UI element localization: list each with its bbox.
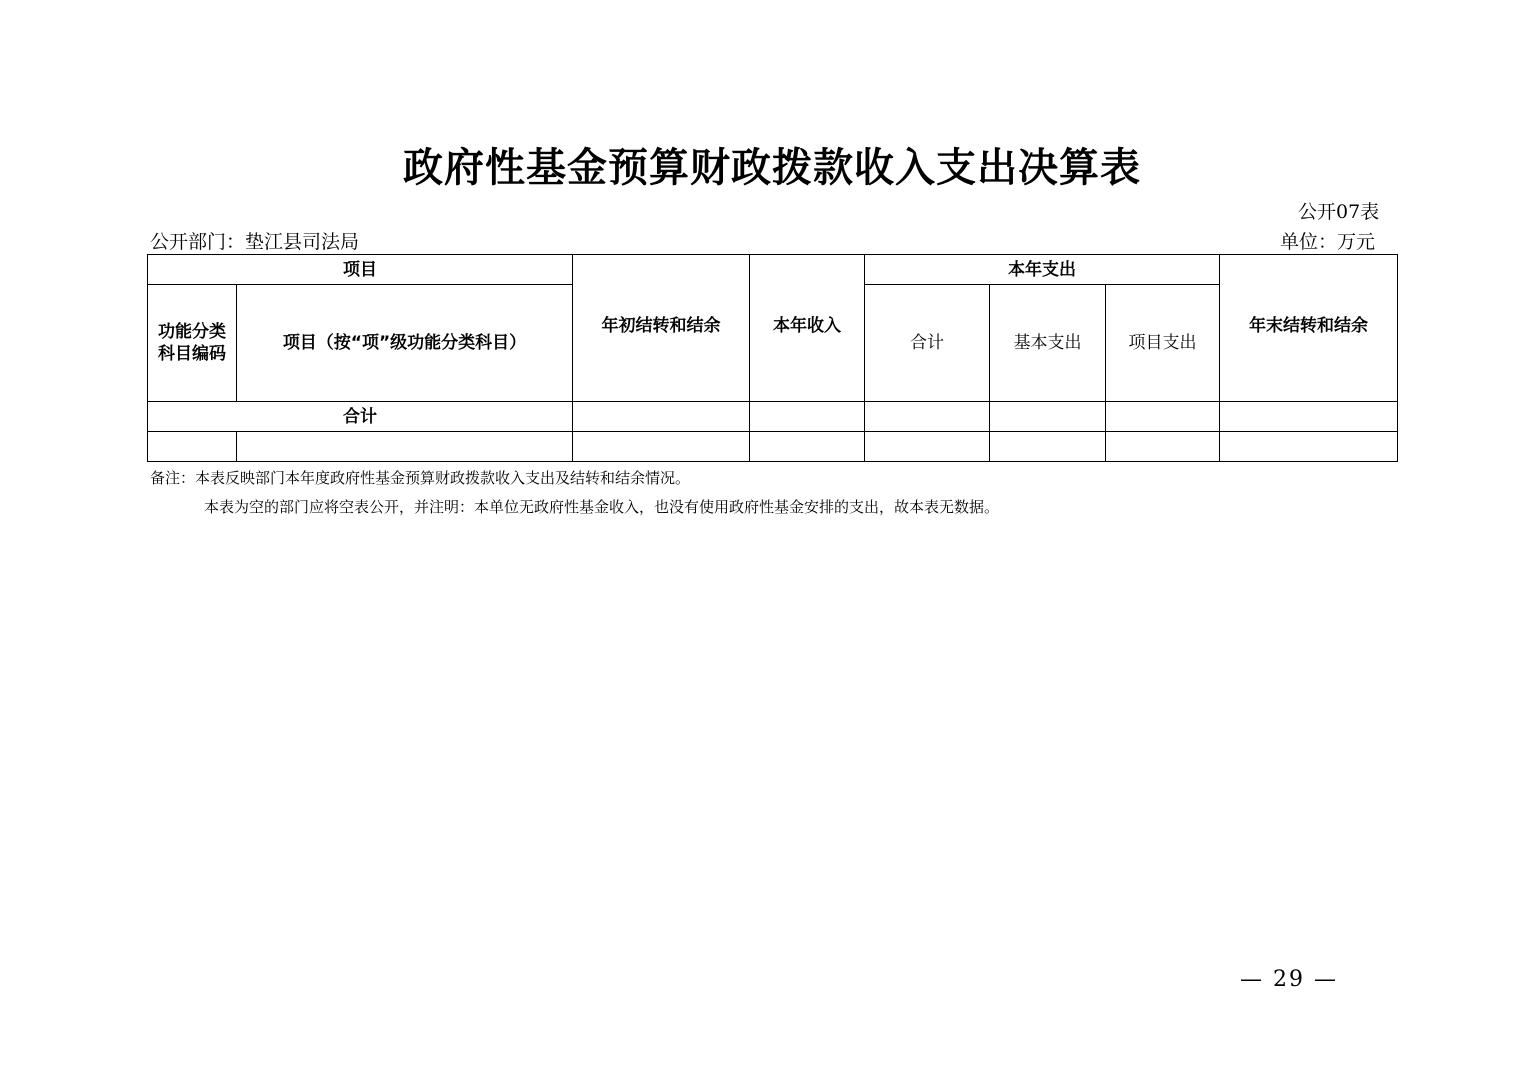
page-number: — 29 — — [1240, 967, 1338, 992]
cell-empty — [1220, 432, 1398, 462]
cell-empty — [750, 432, 865, 462]
empty-row — [148, 432, 1398, 462]
header-item: 项目（按“项”级功能分类科目） — [237, 285, 573, 402]
cell-empty — [148, 432, 237, 462]
header-end-balance: 年末结转和结余 — [1220, 255, 1398, 402]
table-number: 公开07表 — [1298, 201, 1380, 223]
cell-end-balance — [1220, 402, 1398, 432]
header-begin-balance: 年初结转和结余 — [573, 255, 750, 402]
cell-empty — [1106, 432, 1220, 462]
cell-project-expense — [1106, 402, 1220, 432]
total-row-label: 合计 — [148, 402, 573, 432]
header-project: 项目 — [148, 255, 573, 285]
budget-table — [147, 254, 1398, 462]
cell-income — [750, 402, 865, 432]
header-total: 合计 — [865, 285, 990, 402]
cell-empty — [573, 432, 750, 462]
cell-empty — [237, 432, 573, 462]
cell-begin-balance — [573, 402, 750, 432]
header-income: 本年收入 — [750, 255, 865, 402]
cell-empty — [990, 432, 1106, 462]
header-code: 功能分类科目编码 — [148, 285, 237, 402]
cell-expense-total — [865, 402, 990, 432]
total-row — [148, 402, 1398, 432]
header-project-expense: 项目支出 — [1106, 285, 1220, 402]
cell-basic — [990, 402, 1106, 432]
note-line-1: 备注：本表反映部门本年度政府性基金预算财政拨款收入支出及结转和结余情况。 — [150, 469, 691, 487]
cell-empty — [865, 432, 990, 462]
unit-label: 单位：万元 — [1280, 231, 1376, 253]
header-expense-group: 本年支出 — [865, 255, 1220, 285]
document-title: 政府性基金预算财政拨款收入支出决算表 — [403, 144, 1141, 191]
header-basic: 基本支出 — [990, 285, 1106, 402]
note-line-2: 本表为空的部门应将空表公开，并注明：本单位无政府性基金收入，也没有使用政府性基金安排的支出，故本表无数据。 — [204, 498, 1000, 516]
header-row-1 — [148, 255, 1398, 285]
department-label: 公开部门：垫江县司法局 — [150, 231, 360, 253]
